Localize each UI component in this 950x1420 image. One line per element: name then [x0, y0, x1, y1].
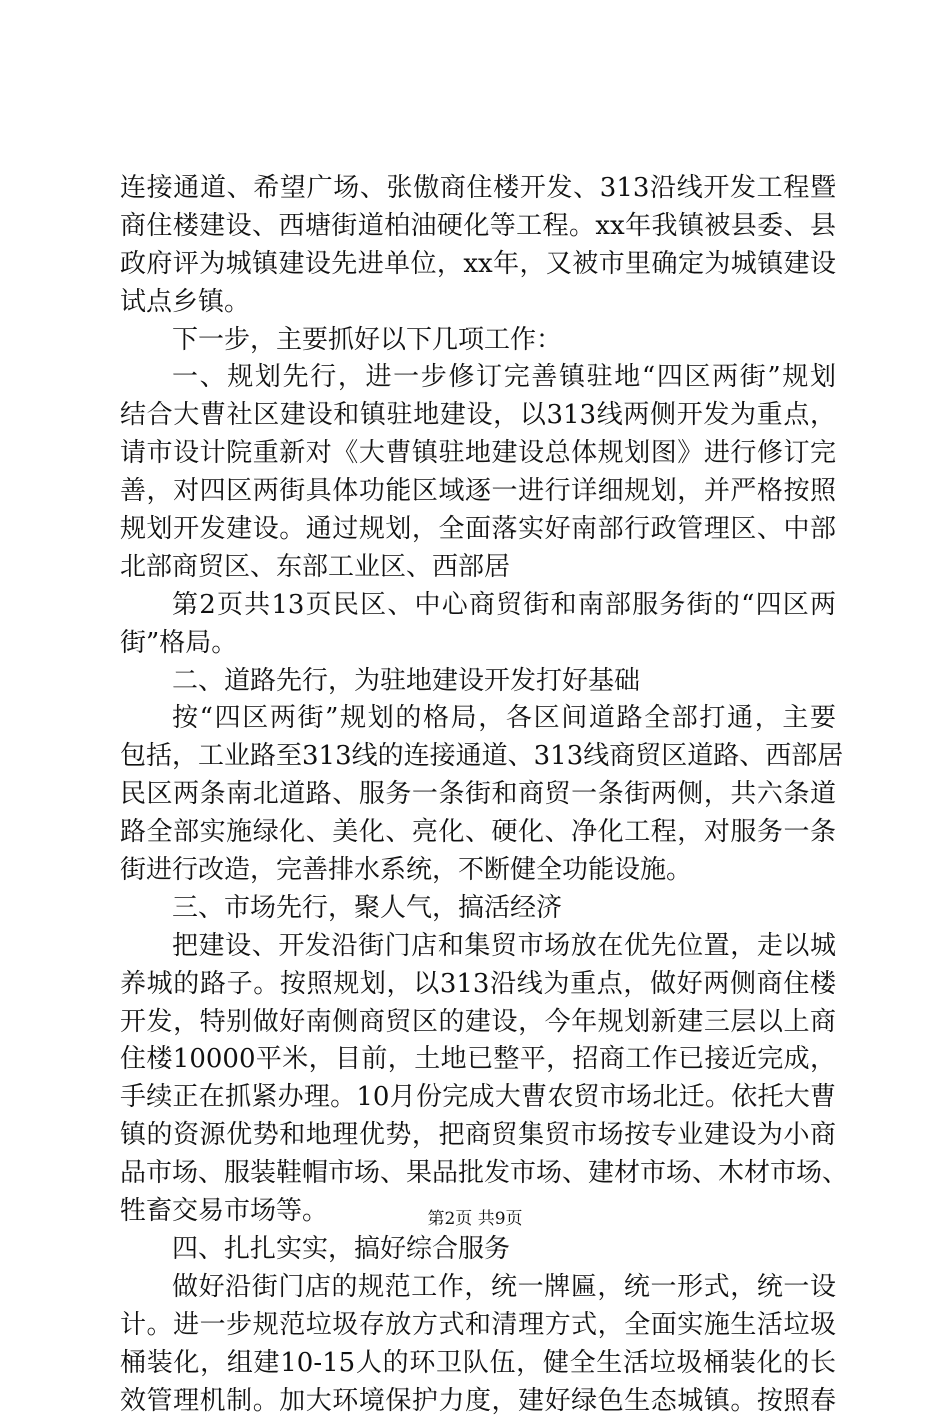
text-line: 品市场、服装鞋帽市场、果品批发市场、建材市场、木材市场、	[120, 1155, 836, 1193]
document-body	[120, 170, 836, 1420]
text-line: 街进行改造，完善排水系统，不断健全功能设施。	[120, 852, 836, 890]
text-line: 住楼10000平米，目前，土地已整平，招商工作已接近完成，	[120, 1041, 836, 1079]
text-line: 手续正在抓紧办理。10月份完成大曹农贸市场北迁。依托大曹	[120, 1079, 836, 1117]
heading-line: 一、规划先行，进一步修订完善镇驻地“四区两街”规划	[120, 359, 836, 397]
text-line: 请市设计院重新对《大曹镇驻地建设总体规划图》进行修订完	[120, 435, 836, 473]
page-footer: 第2页 共9页	[0, 1208, 950, 1230]
text-line: 做好沿街门店的规范工作，统一牌匾，统一形式，统一设	[120, 1269, 836, 1307]
text-line: 民区两条南北道路、服务一条街和商贸一条街两侧，共六条道	[120, 776, 836, 814]
text-line: 规划开发建设。通过规划，全面落实好南部行政管理区、中部	[120, 511, 836, 549]
text-line: 连接通道、希望广场、张傲商住楼开发、313沿线开发工程暨	[120, 170, 836, 208]
text-line: 把建设、开发沿街门店和集贸市场放在优先位置，走以城	[120, 928, 836, 966]
text-line: 街”格局。	[120, 625, 836, 663]
text-line: 北部商贸区、东部工业区、西部居	[120, 549, 836, 587]
text-line: 善，对四区两街具体功能区域逐一进行详细规划，并严格按照	[120, 473, 836, 511]
text-line: 按“四区两街”规划的格局，各区间道路全部打通，主要	[120, 700, 836, 738]
text-line: 路全部实施绿化、美化、亮化、硬化、净化工程，对服务一条	[120, 814, 836, 852]
text-line: 桶装化，组建10-15人的环卫队伍，健全生活垃圾桶装化的长	[120, 1345, 836, 1383]
text-line: 下一步，主要抓好以下几项工作：	[120, 322, 836, 360]
text-line: 计。进一步规范垃圾存放方式和清理方式，全面实施生活垃圾	[120, 1307, 836, 1345]
text-line: 第2页共13页民区、中心商贸街和南部服务街的“四区两	[120, 587, 836, 625]
text-line: 镇的资源优势和地理优势，把商贸集贸市场按专业建设为小商	[120, 1117, 836, 1155]
text-line: 结合大曹社区建设和镇驻地建设，以313线两侧开发为重点，	[120, 397, 836, 435]
heading-line: 三、市场先行，聚人气，搞活经济	[120, 890, 836, 928]
text-line: 开发，特别做好南侧商贸区的建设，今年规划新建三层以上商	[120, 1004, 836, 1042]
text-line: 效管理机制。加大环境保护力度，建好绿色生态城镇。按照春	[120, 1383, 836, 1420]
text-line: 政府评为城镇建设先进单位，xx年，又被市里确定为城镇建设	[120, 246, 836, 284]
text-line: 试点乡镇。	[120, 284, 836, 322]
heading-line: 四、扎扎实实，搞好综合服务	[120, 1231, 836, 1269]
text-line: 包括，工业路至313线的连接通道、313线商贸区道路、西部居	[120, 738, 836, 776]
text-line: 养城的路子。按照规划，以313沿线为重点，做好两侧商住楼	[120, 966, 836, 1004]
heading-line: 二、道路先行，为驻地建设开发打好基础	[120, 663, 836, 701]
text-line: 牲畜交易市场等。	[120, 1193, 836, 1231]
text-line: 商住楼建设、西塘街道柏油硬化等工程。xx年我镇被县委、县	[120, 208, 836, 246]
